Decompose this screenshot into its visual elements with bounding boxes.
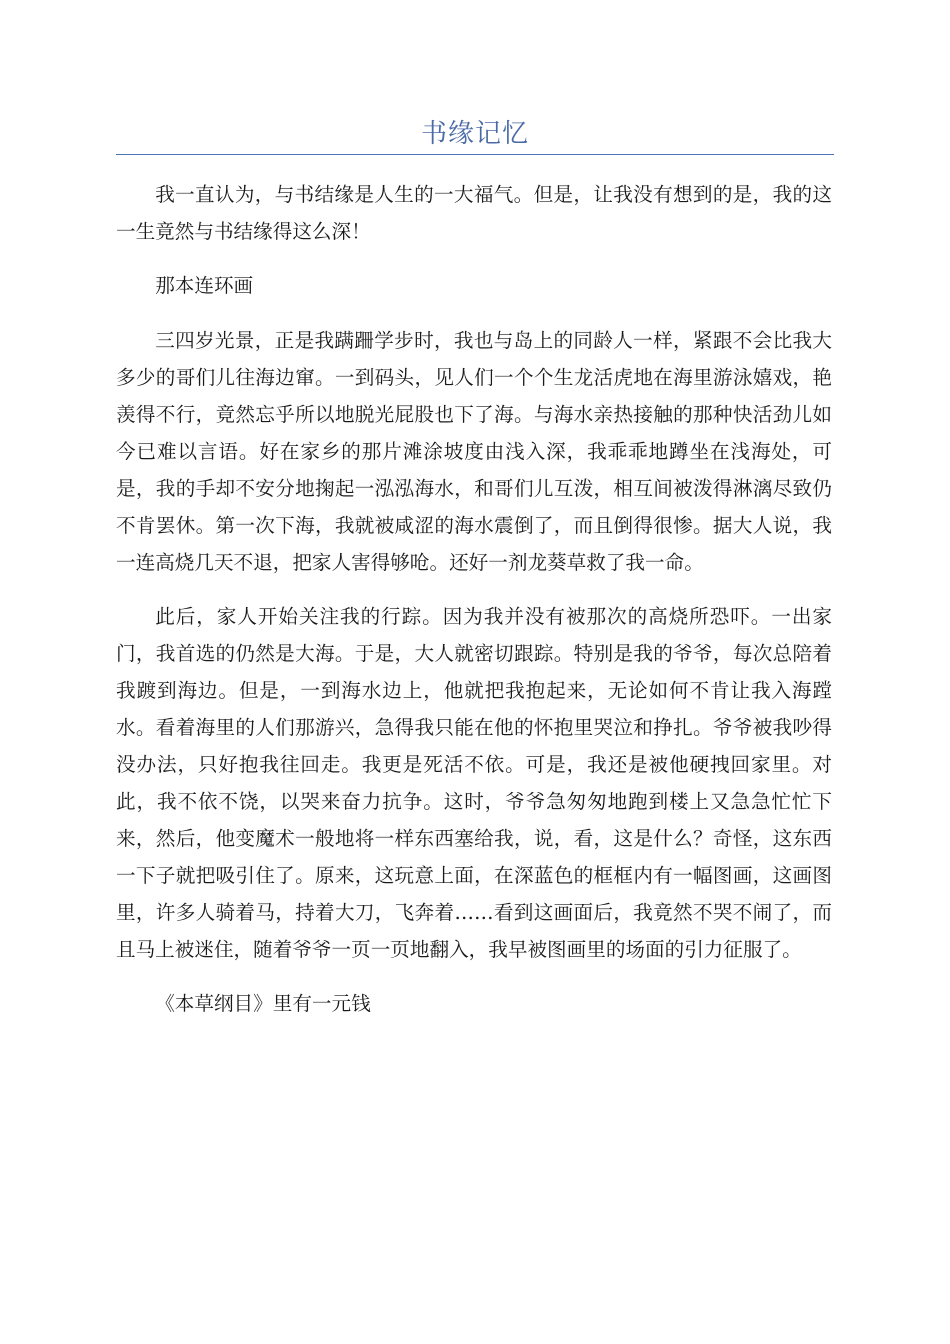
title-underline: [116, 154, 834, 155]
document-title: 书缘记忆: [420, 119, 529, 149]
document-body: [116, 176, 832, 1040]
section-heading-comic-book: 那本连环画: [155, 274, 254, 297]
body-paragraph: 此后，家人开始关注我的行踪。因为我并没有被那次的高烧所恐吓。一出家门，我首选的仍然是大海。于是，大人就密切跟踪。特别是我的爷爷，每次总陪着我踱到海边。但是，一到海水边上，他就把我抱起来，无论如何不肯让我入海蹚水。看着海里的人们那游兴，急得我只能在他的怀抱里哭泣和挣扎。爷爷被我吵得没办法，只好抱我往回走。我更是死活不依。可是，我还是被他硬拽回家里。对此，我不依不饶，以哭来奋力抗争。这时，爷爷急匆匆地跑到楼上又急急忙忙下来，然后，他变魔术一般地将一样东西塞给我，说，看，这是什么？奇怪，这东西一下子就把吸引住了。原来，这玩意上面，在深蓝色的框框内有一幅图画，这画图里，许多人骑着马，持着大刀，飞奔着……看到这画面后，我竟然不哭不闹了，而且马上被迷住，随着爷爷一页一页地翻入，我早被图画里的场面的引力征服了。: [116, 605, 832, 961]
intro-paragraph: 我一直认为，与书结缘是人生的一大福气。但是，让我没有想到的是，我的这一生竟然与书结缘得这么深！: [116, 183, 832, 243]
body-paragraph: 三四岁光景，正是我蹒跚学步时，我也与岛上的同龄人一样，紧跟不会比我大多少的哥们儿往海边窜。一到码头，见人们一个个生龙活虎地在海里游泳嬉戏，艳羡得不行，竟然忘乎所以地脱光屁股也下了海。与海水亲热接触的那种快活劲儿如今已难以言语。好在家乡的那片滩涂坡度由浅入深，我乖乖地蹲坐在浅海处，可是，我的手却不安分地掬起一泓泓海水，和哥们儿互泼，相互间被泼得淋漓尽致仍不肯罢休。第一次下海，我就被咸涩的海水震倒了，而且倒得很惨。据大人说，我一连高烧几天不退，把家人害得够呛。还好一剂龙葵草救了我一命。: [116, 329, 832, 574]
section-heading-compendium: 《本草纲目》里有一元钱: [155, 992, 371, 1015]
